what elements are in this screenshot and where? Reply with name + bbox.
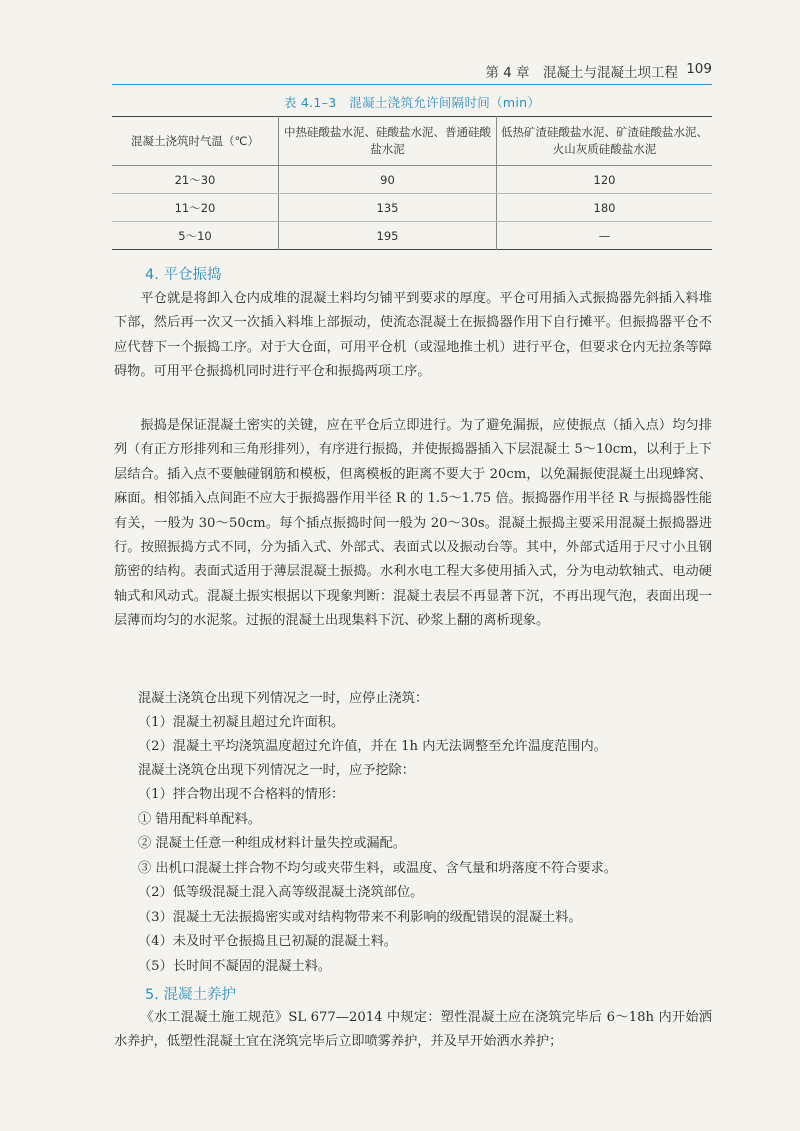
page-header bbox=[112, 56, 712, 85]
list-item: （3）混凝土无法振捣密实或对结构物带来不利影响的级配错误的混凝土料。 bbox=[138, 910, 582, 925]
paragraph-leveling: 平仓就是将卸入仓内成堆的混凝土料均匀铺平到要求的厚度。平仓可用插入式振捣器先斜插入料堆下部，然后再一次又一次插入料堆上部振动，使流态混凝土在振捣器作用下自行摊平。但振捣器平仓不应代替下一个振捣工序。对于大仓面，可用平仓机（或湿地推土机）进行平仓，但要求仓内无拉条等障碍物。可用平仓振捣机同时进行平仓和振捣两项工序。 bbox=[114, 291, 712, 380]
table-row bbox=[112, 194, 712, 222]
table-cell: — bbox=[598, 228, 611, 243]
interval-time-table bbox=[112, 116, 712, 250]
table-cell: 195 bbox=[278, 222, 496, 250]
list-item: （4）未及时平仓振捣且已初凝的混凝土料。 bbox=[138, 934, 397, 949]
page-number: 109 bbox=[686, 61, 712, 77]
list-item: （2）低等级混凝土混入高等级混凝土浇筑部位。 bbox=[138, 885, 424, 900]
stop-pouring-intro: 混凝土浇筑仓出现下列情况之一时，应停止浇筑： bbox=[138, 691, 429, 706]
table-row bbox=[112, 166, 712, 194]
paragraph-curing: 《水工混凝土施工规范》SL 677—2014 中规定：塑性混凝土应在浇筑完毕后 6～18h 内开始洒水养护，低塑性混凝土宜在浇筑完毕后立即喷雾养护，并及早开始洒水养护； bbox=[114, 1010, 712, 1050]
table-cell: 135 bbox=[278, 194, 496, 222]
list-item: （2）混凝土平均浇筑温度超过允许值，并在 1h 内无法调整至允许温度范围内。 bbox=[138, 739, 607, 754]
list-item: ③ 出机口混凝土拌合物不均匀或夹带生料，或温度、含气量和坍落度不符合要求。 bbox=[138, 861, 617, 876]
list-item: （1）拌合物出现不合格料的情形： bbox=[138, 787, 345, 802]
table-cell: 11～20 bbox=[112, 194, 278, 222]
table-header-row bbox=[112, 117, 712, 166]
table-cell: 120 bbox=[496, 166, 712, 194]
table-cell: 5～10 bbox=[112, 222, 278, 250]
list-item: ② 混凝土任意一种组成材料计量失控或漏配。 bbox=[138, 836, 406, 851]
dig-out-intro: 混凝土浇筑仓出现下列情况之一时，应予挖除： bbox=[138, 763, 415, 778]
column-header-portland-cement: 中热硅酸盐水泥、硅酸盐水泥、普通硅酸盐水泥 bbox=[278, 117, 496, 166]
list-item: （1）混凝土初凝且超过允许面积。 bbox=[138, 715, 345, 730]
table-cell: 21～30 bbox=[112, 166, 278, 194]
chapter-title: 第 4 章 混凝土与混凝土坝工程 bbox=[485, 65, 678, 81]
column-header-slag-cement: 低热矿渣硅酸盐水泥、矿渣硅酸盐水泥、火山灰质硅酸盐水泥 bbox=[496, 117, 712, 166]
table-cell: 90 bbox=[278, 166, 496, 194]
table-caption: 表 4.1–3 混凝土浇筑允许间隔时间（min） bbox=[283, 95, 541, 110]
list-item: ① 错用配料单配料。 bbox=[138, 812, 261, 827]
column-header-temperature: 混凝土浇筑时气温（℃） bbox=[112, 117, 278, 166]
section-heading-curing: 5. 混凝土养护 bbox=[145, 987, 236, 1003]
table-cell: 180 bbox=[496, 194, 712, 222]
section-heading-leveling-vibrating: 4. 平仓振捣 bbox=[145, 267, 222, 283]
list-item: （5）长时间不凝固的混凝土料。 bbox=[138, 959, 332, 974]
table-row bbox=[112, 222, 712, 250]
paragraph-vibrating: 振捣是保证混凝土密实的关键，应在平仓后立即进行。为了避免漏振，应使振点（插入点）均匀排列（有正方形排列和三角形排列），有序进行振捣，并使振捣器插入下层混凝土 5～10cm，以利于上下层结合。插入点不要触碰钢筋和模板，但离模板的距离不要大于 20cm，以免漏振使混凝土出现蜂窝、麻面。相邻插入点间距不应大于振捣器作用半径 R 的 1.5～1.75 倍。振捣器作用半径 R 与振捣器性能有关，一般为 30～50cm。每个插点振捣时间一般为 20～30s。混凝土振捣主要采用混凝土振捣器进行。按照振捣方式不同，分为插入式、外部式、表面式以及振动台等。其中，外部式适用于尺寸小且钢筋密的结构。表面式适用于薄层混凝土振捣。水利水电工程大多使用插入式，分为电动软轴式、电动硬轴式和风动式。混凝土振实根据以下现象判断：混凝土表层不再显著下沉，不再出现气泡，表面出现一层薄而均匀的水泥浆。过振的混凝土出现集料下沉、砂浆上翻的离析现象。 bbox=[114, 418, 712, 629]
